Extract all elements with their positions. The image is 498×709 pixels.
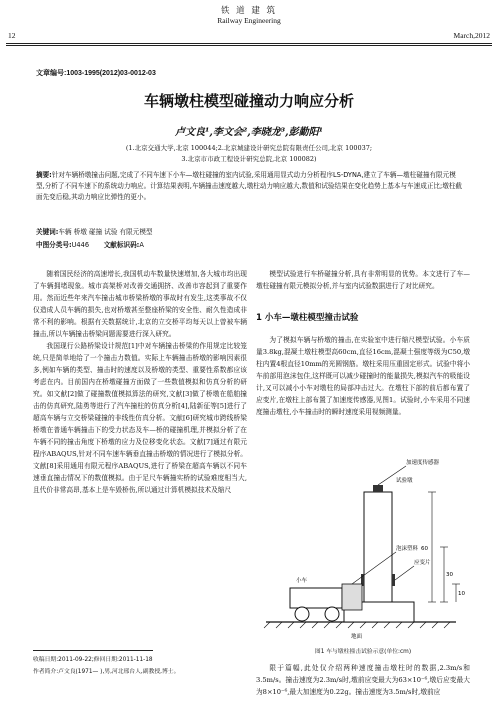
footnote-rule bbox=[33, 650, 153, 651]
footnote-received: 收稿日期:2011-09-22;修回日期:2011-11-18 bbox=[33, 657, 153, 663]
author-list: 卢文良¹,李文会²,李晓龙³,彭勤阳¹ bbox=[175, 127, 323, 138]
journal-name-en: Railway Engineering bbox=[217, 16, 281, 25]
label-car: 小车 bbox=[296, 578, 308, 584]
label-pier: 试验墩 bbox=[396, 478, 413, 484]
body-paragraph: 为了模拟车辆与桥墩的撞击,在实验室中进行缩尺模型试验。小车质量3.8kg,混凝土墩柱模型高60cm,直径16cm,混凝土强度等级为C50,墩柱内置4根直径10mm的光圆钢筋。墩柱采用压重固定形式。试验中将小车前部用泡沫包住,这样既可以减少碰撞时的能量损失,模拟汽车的吸能设计,又可以减小小车对墩柱的局部冲击过大。在墩柱下部的前后都布置了应变片,在墩柱上部布置了加速度传感器,见图1。试验时,小车采用不同速度撞击墩柱,小车撞击时的瞬时速度采用视频测量。 bbox=[256, 336, 470, 416]
car-wheel-front bbox=[325, 607, 339, 621]
affiliation-line-2: 3.北京市市政工程设计研究总院,北京 100082) bbox=[181, 155, 317, 163]
accelerometer-mark bbox=[373, 485, 383, 492]
body-paragraph: 限于篇幅,此处仅介绍两种速度撞击墩柱时的数据,2.3m/s和3.5m/s。撞击速度为2.3m/s时,墩前应变最大为63×10⁻⁶,墩后应变最大为8×10⁻⁶,最大加速度为0.22g。撞击速度为3.5m/s时,墩前应 bbox=[256, 664, 470, 696]
article-number: 文章编号:1003-1995(2012)03-0012-03 bbox=[36, 70, 156, 77]
car-wheel-rear bbox=[295, 607, 309, 621]
body-column-right-top bbox=[256, 268, 470, 292]
keywords-label: 关键词: bbox=[36, 228, 59, 236]
body-column-right-mid bbox=[256, 334, 470, 418]
classification bbox=[36, 239, 462, 249]
label-dim-mid: 30 bbox=[446, 572, 453, 578]
doc-code-label: 文献标识码: bbox=[103, 241, 140, 249]
abstract-text: 针对车辆桥墩撞击问题,完成了不同车速下小车—墩柱碰撞的室内试验,采用通用显式动力分析程序LS-DYNA,建立了车辆—墩柱碰撞有限元模型,分析了不同车速下的系统动力响应。计算结果表明,车辆撞击速度越大,墩柱动力响应越大,数值和试验结果在变化趋势上基本与车速成正比;墩柱截面先变后稳,其动力响应比弹性的更小。 bbox=[36, 171, 463, 201]
clc-label: 中图分类号: bbox=[36, 241, 72, 249]
label-dim-height: 60 bbox=[421, 546, 428, 552]
keywords-text: 车辆 桥墩 碰撞 试验 有限元模型 bbox=[58, 228, 153, 236]
keywords bbox=[36, 226, 462, 236]
strain-gauge-back bbox=[392, 574, 395, 586]
label-dim-low: 10 bbox=[458, 591, 465, 597]
body-column-left bbox=[33, 268, 247, 496]
issue-date: March,2012 bbox=[453, 31, 490, 40]
foam-pad bbox=[342, 584, 362, 610]
abstract-label: 摘要: bbox=[36, 171, 52, 179]
label-foam: 泡沫塑料 bbox=[396, 546, 419, 552]
body-paragraph: 模型试验进行车桥碰撞分析,具有非常明显的优势。本文进行了车—墩柱碰撞有限元模拟分析,并与室内试验数据进行了对比研究。 bbox=[256, 270, 470, 290]
abstract bbox=[36, 170, 462, 203]
figure-1-diagram bbox=[256, 452, 470, 642]
header-rule bbox=[6, 43, 492, 44]
footnote-author: 作者简介:卢文良(1971— ),男,河北邢台人,副教授,博士。 bbox=[33, 669, 180, 675]
label-strain: 应变片 bbox=[414, 560, 431, 566]
ground-hatch bbox=[264, 622, 450, 628]
body-column-right-bottom bbox=[256, 662, 470, 708]
body-paragraph: 我国现行公路桥梁设计规范[1]中对车辆撞击桥梁的作用规定比较笼统,只是简单地给了一个撞击力数值。实际上车辆撞击桥墩的影响因素很多,例如车辆的类型、撞击时的速度以及桥墩的类型、重要性系数都应该考虑在内。目前国内在桥墩碰撞方面做了一些数值模拟和仿真分析的研究。如文献[2]做了碰撞数值模拟算法的研究,文献[3]做了桥墩在船舶撞击的仿真研究,陆勇等进行了汽车撞柱的仿真分析[4],陆新征等[5]进行了超高车辆与立交桥梁碰撞的非线性仿真分析。文献[6]研究城市跨线桥梁桥墩在普通车辆撞击下的受力状态及车—桥的碰撞机理,并模拟分析了在车辆不同的撞击角度下桥墩的应力及位移变化状态。文献[7]通过有限元程序ABAQUS,针对不同车速车辆垂直撞击桥墩的情况进行了模拟分析。文献[8]采用通用有限元程序ABAQUS,进行了桥梁在超高车辆以不同车速垂直撞击情况下的数值模拟。由于足尺车辆撞实桥的试验难度相当大,且代价非常高昂,基本上是车毁桥伤,所以通过计算机模拟技术及缩尺 bbox=[33, 342, 247, 494]
body-paragraph: 随着国民经济的高速增长,我国机动车数量快速增加,各大城市均出现了车辆拥堵现象。城市高架桥对改善交通拥挤、改善市容起到了重要作用。然而近些年来汽车撞击城市桥梁桥墩的事故时有发生,这类事故不仅仅造成人员车辆的损失,也对桥墩甚至整座桥梁的安全性、耐久性造成非常不利的影响。根据有关数据统计,北京的立交桥平均每天以上曾被车辆撞击,所以车辆撞击桥梁问题需要进行深入研究。 bbox=[33, 270, 247, 338]
paper-title: 车辆墩柱模型碰撞动力响应分析 bbox=[143, 92, 354, 110]
clc-code: U446 bbox=[71, 241, 90, 249]
car-body bbox=[290, 588, 342, 608]
doc-code: A bbox=[139, 241, 144, 249]
header-rule-thin bbox=[6, 45, 492, 46]
label-accelerometer: 加速度传感器 bbox=[406, 460, 440, 466]
journal-name-cn: 铁 道 建 筑 bbox=[220, 6, 278, 16]
page-number: 12 bbox=[8, 31, 16, 40]
section-heading: 1 小车—墩柱模型撞击试验 bbox=[256, 313, 359, 323]
figure-1-caption: 图1 车与墩柱撞击试验示意(单位:cm) bbox=[314, 649, 412, 655]
pier-column bbox=[364, 492, 392, 602]
affiliation-line-1: (1.北京交通大学,北京 100044;2.北京城建设计研究总院有限责任公司,北京 100037; bbox=[125, 144, 373, 152]
label-ground: 地面 bbox=[351, 634, 363, 640]
